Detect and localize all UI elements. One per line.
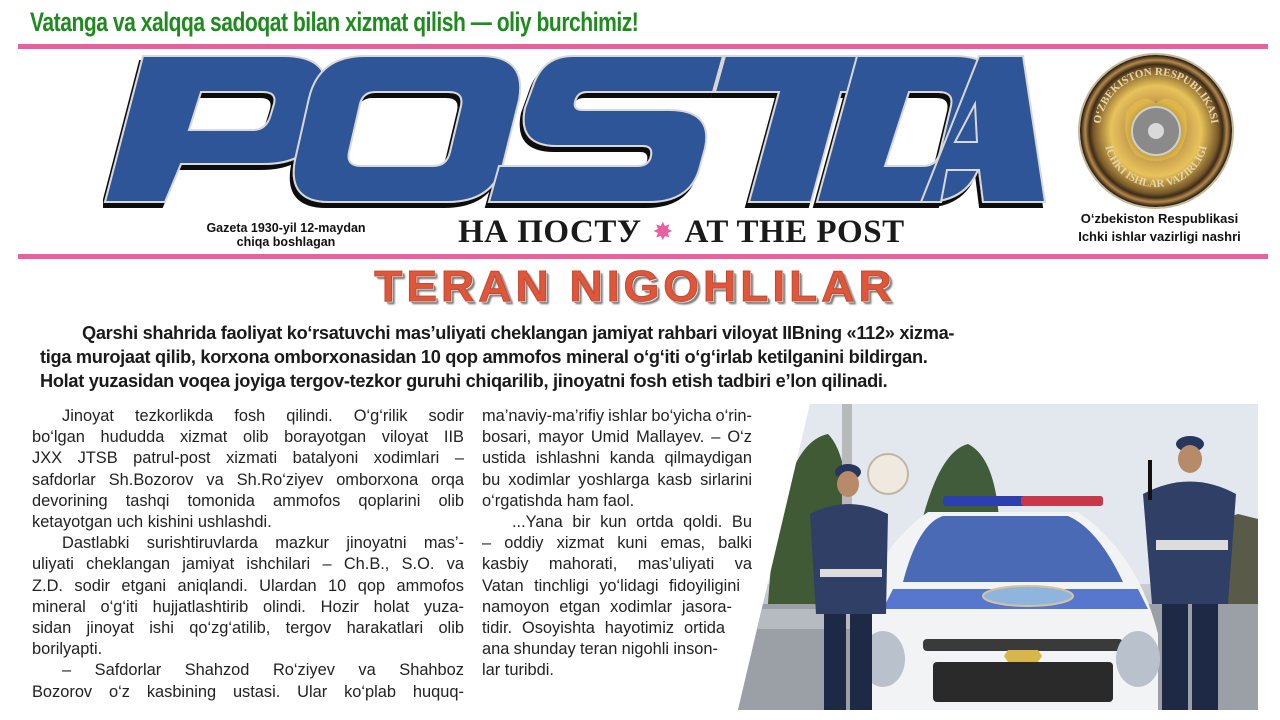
article-headline: TERAN NIGOHLILAR [374, 261, 896, 311]
masthead-logo [103, 52, 1047, 216]
text-line: borilyapti. [32, 640, 103, 659]
publisher-note [1052, 210, 1267, 246]
founded-note [176, 221, 396, 249]
lead-line: Holat yuzasidan voqea joyiga tergov-tezkor guruhi chiqarilib, jinoyatni fosh etish tadbiri e’lon qilinadi. [40, 371, 888, 391]
text-line: Vatan tinchligi yo‘lidagi fidoyiligini [482, 576, 740, 595]
top-divider [18, 44, 1268, 49]
text-line: kasbiy mahorati, mas’uliyati va [482, 555, 752, 574]
text-line: uliyati cheklangan jamiyat ishchilari – Ch.B., S.O. va [32, 555, 464, 574]
star-icon: ✸ [653, 219, 673, 244]
postda-wordmark [103, 52, 1047, 216]
emblem-bottom-text: ICHKI ISHLAR VAZIRLIGI [1102, 144, 1210, 191]
article-column-2 [482, 406, 752, 682]
text-line: lar turibdi. [482, 661, 554, 680]
text-line: bu xodimlar yoshlarga kasb sirlarini [482, 470, 752, 489]
text-line: o‘rgatishda ham faol. [482, 491, 635, 510]
subtitle-russian: НА ПОСТУ [458, 213, 642, 250]
slogan: Vatanga va xalqqa sadoqat bilan xizmat qilish — oliy burchimiz! [30, 7, 639, 37]
text-line: JXX JTSB patrul-post xizmati batalyoni xodimlari – [32, 449, 464, 468]
text-line: – oddiy xizmat kuni emas, balki [482, 534, 752, 553]
text-line: devorining tashqi tomonida ammofos qoplarini olib [32, 491, 464, 510]
article-lead [40, 321, 1260, 393]
publisher-line-1: O‘zbekiston Respublikasi [1080, 211, 1239, 226]
text-line: mineral o‘g‘iti hujjatlashtirib olindi. Hozir holat yuza- [32, 597, 464, 616]
text-line: – Safdorlar Shahzod Ro‘ziyev va Shahboz [62, 661, 464, 680]
masthead-subtitle [458, 214, 978, 250]
article-column-1 [32, 406, 464, 703]
text-line: ana shunday teran nigohli inson- [482, 640, 718, 659]
text-line: ...Yana bir kun ortda qoldi. Bu [512, 513, 752, 532]
masthead-divider [18, 254, 1268, 259]
subtitle-english: AT THE POST [684, 213, 905, 250]
founded-line-1: Gazeta 1930-yil 12-maydan [206, 221, 366, 235]
text-line: Dastlabki surishtiruvlarda mazkur jinoyatni mas’- [62, 534, 464, 553]
article-photo [738, 404, 1258, 710]
text-line: Jinoyat tezkorlikda fosh qilindi. O‘g‘rilik sodir [62, 407, 464, 425]
text-line: namoyon etgan xodimlar jasora- [482, 597, 732, 616]
text-line: sidan jinoyat ishi qo‘zg‘atilib, tergov harakatlari olib [32, 619, 464, 638]
text-line: tidir. Osoyishta hayotimiz ortida [482, 619, 725, 638]
publisher-line-2: Ichki ishlar vazirligi nashri [1078, 229, 1241, 244]
text-line: safdorlar Sh.Bozorov va Sh.Ro‘ziyev omborxona orqa [32, 470, 464, 489]
emblem-ring [1080, 55, 1232, 207]
police-car-photo [738, 404, 1258, 710]
text-line: Z.D. sodir etgani aniqlandi. Ulardan 10 qop ammofos [32, 576, 464, 595]
text-line: bo‘lgan hududda xizmat olib borayotgan viloyat IIB [32, 428, 464, 447]
text-line: Bozorov o‘z kasbining ustasi. Ular ko‘plab huquq- [32, 682, 464, 701]
lead-line: tiga murojaat qilib, korxona omborxonasidan 10 qop ammofos mineral o‘g‘iti o‘g‘irlab ketilganini bildirgan. [40, 347, 928, 367]
text-line: ustida ishlashni kanda qilmaydigan [482, 449, 752, 468]
text-line: ma’naviy-ma’rifiy ishlar bo‘yicha o‘rin- [482, 407, 752, 425]
text-line: ketayotgan uch kishini ushlashdi. [32, 513, 272, 532]
founded-line-2: chiqa boshlagan [236, 235, 336, 249]
ministry-emblem-icon [1080, 55, 1232, 207]
lead-line: Qarshi shahrida faoliyat ko‘rsatuvchi mas’uliyati cheklangan jamiyat rahbari viloyat IIBning «112» xizma- [82, 323, 955, 343]
text-line: bosari, mayor Umid Mallayev. – O‘z [482, 428, 752, 447]
emblem-top-text: O‘ZBEKISTON RESPUBLIKASI [1091, 65, 1221, 125]
